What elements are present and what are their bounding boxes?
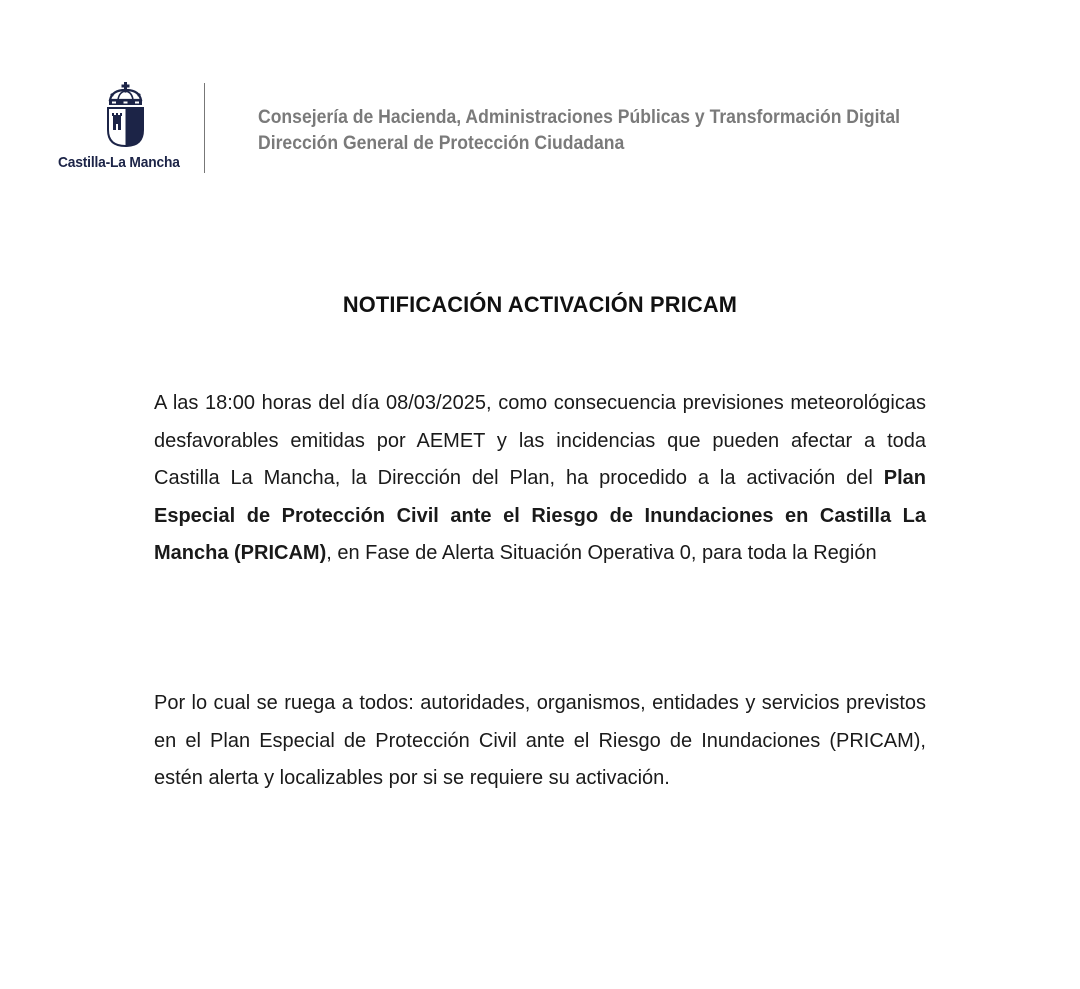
notification-paragraph xyxy=(154,385,926,573)
document-title: NOTIFICACIÓN ACTIVACIÓN PRICAM xyxy=(342,292,738,317)
coat-of-arms-icon xyxy=(106,82,146,148)
department-line: Consejería de Hacienda, Administraciones Públicas y Transformación Digital xyxy=(258,107,901,128)
plan-name-bold: Plan Especial de Protección Civil ante el Riesgo de Inundaciones en Castilla La Mancha (PRICAM) xyxy=(154,467,926,564)
paragraph-text-before: A las 18:00 horas del día 08/03/2025, como consecuencia previsiones meteorológicas desfavorables emitidas por AEMET y las incidencias que pueden afectar a toda Castilla La Mancha, la Dirección del Plan, ha procedido a la activación del xyxy=(154,392,926,489)
directorate-line: Dirección General de Protección Ciudadana xyxy=(258,133,625,154)
logo-text: Castilla-La Mancha xyxy=(58,154,180,171)
header-institution xyxy=(258,105,952,157)
paragraph-text-after: , en Fase de Alerta Situación Operativa 0, para toda la Región xyxy=(326,542,877,564)
request-paragraph: Por lo cual se ruega a todos: autoridades, organismos, entidades y servicios previstos en el Plan Especial de Protección Civil ante el Riesgo de Inundaciones (PRICAM), estén alerta y localizables por si se requiere su activación. xyxy=(154,692,926,789)
castilla-la-mancha-logo xyxy=(56,82,196,174)
header-divider xyxy=(204,83,205,173)
